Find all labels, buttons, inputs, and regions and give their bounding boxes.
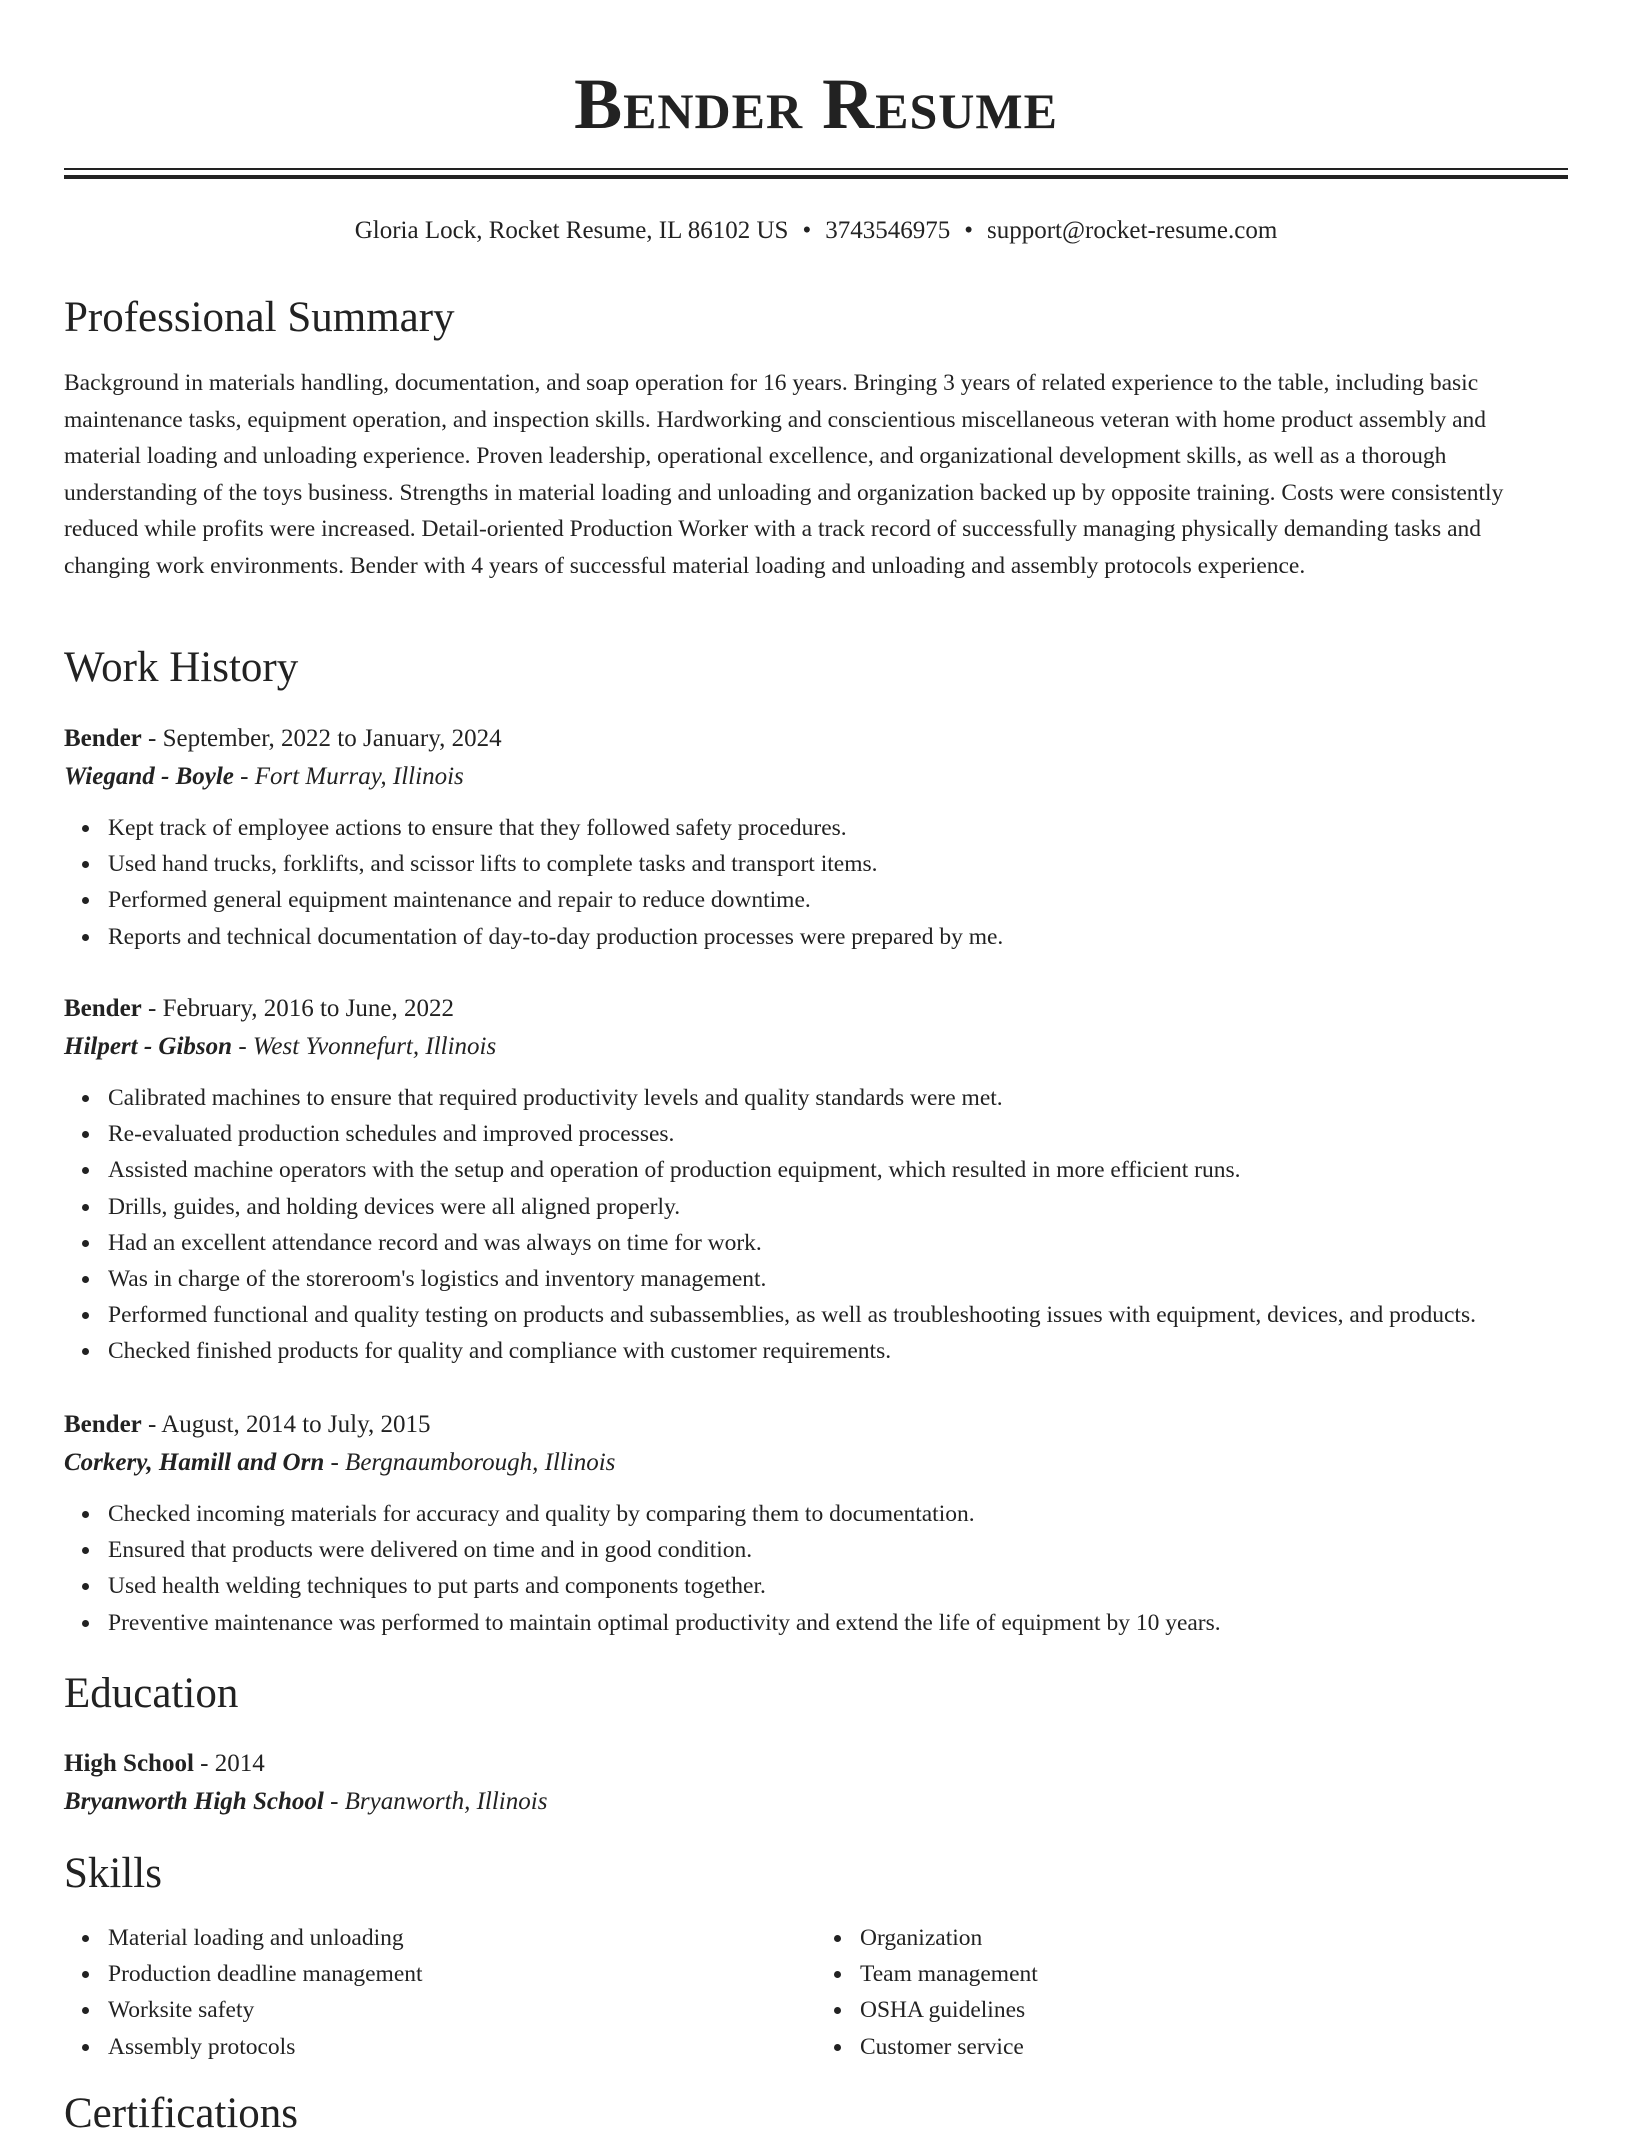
skill-item: Customer service [860, 2029, 1568, 2065]
skills-list-right [816, 1920, 1568, 2065]
contact-phone: 3743546975 [825, 217, 951, 244]
skill-item: Assembly protocols [108, 2029, 816, 2065]
job-company: Corkery, Hamill and Orn [64, 1449, 325, 1476]
list-item: Used hand trucks, forklifts, and scissor lifts to complete tasks and transport items. [108, 846, 1568, 882]
skill-item: OSHA guidelines [860, 1992, 1568, 2028]
education-degree: High School [64, 1750, 194, 1777]
list-item: Preventive maintenance was performed to maintain optimal productivity and extend the life of equipment by 10 years. [108, 1605, 1568, 1641]
skill-item: Worksite safety [108, 1992, 816, 2028]
education-degree-line: High School - 2014 [64, 1750, 265, 1777]
education-entry [64, 1745, 1568, 1821]
job-company: Wiegand - Boyle [64, 763, 234, 790]
education-school: Bryanworth High School [64, 1788, 324, 1815]
skills-heading: Skills [64, 1850, 162, 1897]
job-title-line: Bender - February, 2016 to June, 2022 [64, 995, 455, 1022]
list-item: Drills, guides, and holding devices were all aligned properly. [108, 1189, 1568, 1225]
job-entry [64, 720, 1568, 955]
list-item: Assisted machine operators with the setup and operation of production equipment, which resulted in more efficient runs. [108, 1152, 1568, 1188]
job-location: West Yvonnefurt, Illinois [252, 1033, 497, 1060]
job-company-line: Wiegand - Boyle - Fort Murray, Illinois [64, 763, 464, 790]
education-year: 2014 [214, 1750, 265, 1777]
title-divider-thick [64, 175, 1568, 179]
list-item: Performed general equipment maintenance and repair to reduce downtime. [108, 882, 1568, 918]
education-school-line: Bryanworth High School - Bryanworth, Illinois [64, 1788, 548, 1815]
job-dates: September, 2022 to January, 2024 [162, 725, 502, 752]
list-item: Was in charge of the storeroom's logistics and inventory management. [108, 1261, 1568, 1297]
contact-separator: • [964, 217, 973, 244]
job-title-line: Bender - September, 2022 to January, 2024 [64, 725, 502, 752]
education-heading: Education [64, 1670, 239, 1717]
job-dates: February, 2016 to June, 2022 [162, 995, 455, 1022]
contact-address: Gloria Lock, Rocket Resume, IL 86102 US [354, 217, 789, 244]
summary-text: Background in materials handling, documentation, and soap operation for 16 years. Bringing 3 years of related experience to the table, including basic maintenance tasks, equipment operation, and inspection skills. Hardworking and conscientious miscellaneous veteran with home product assembly and material loading and unloading experience. Proven leadership, operational excellence, and organizational development skills, as well as a thorough understanding of the toys business. Strengths in material loading and unloading and organization backed up by opposite training. Costs were consistently reduced while profits were increased. Detail-oriented Production Worker with a track record of successfully managing physically demanding tasks and changing work environments. Bender with 4 years of successful material loading and unloading and assembly protocols experience. [64, 370, 1504, 579]
contact-email: support@rocket-resume.com [986, 217, 1278, 244]
job-location: Bergnaumborough, Illinois [345, 1449, 616, 1476]
contact-line [64, 214, 1568, 248]
work-history-heading: Work History [64, 644, 299, 691]
skills-list-left [64, 1920, 816, 2065]
list-item: Calibrated machines to ensure that required productivity levels and quality standards were met. [108, 1080, 1568, 1116]
list-item: Performed functional and quality testing on products and subassemblies, as well as troubleshooting issues with equipment, devices, and products. [108, 1297, 1568, 1333]
contact-separator: • [802, 217, 812, 244]
list-item: Ensured that products were delivered on time and in good condition. [108, 1532, 1568, 1568]
list-item: Kept track of employee actions to ensure that they followed safety procedures. [108, 810, 1568, 846]
list-item: Had an excellent attendance record and was always on time for work. [108, 1225, 1568, 1261]
list-item: Reports and technical documentation of day-to-day production processes were prepared by me. [108, 919, 1568, 955]
list-item: Used health welding techniques to put parts and components together. [108, 1568, 1568, 1604]
job-title: Bender [64, 995, 142, 1022]
job-entry [64, 990, 1568, 1370]
job-dates: August, 2014 to July, 2015 [161, 1411, 431, 1438]
skill-item: Organization [860, 1920, 1568, 1956]
job-location: Fort Murray, Illinois [254, 763, 464, 790]
job-bullets [64, 810, 1568, 955]
education-location: Bryanworth, Illinois [344, 1788, 548, 1815]
job-bullets [64, 1080, 1568, 1370]
job-company-line: Hilpert - Gibson - West Yvonnefurt, Illinois [64, 1033, 497, 1060]
job-title: Bender [64, 1411, 142, 1438]
resume-page [64, 0, 1568, 2137]
job-company-line: Corkery, Hamill and Orn - Bergnaumborough, Illinois [64, 1449, 616, 1476]
summary-heading: Professional Summary [64, 294, 455, 341]
skills-columns [64, 1920, 1568, 2065]
resume-title: Bender Resume [574, 64, 1058, 144]
list-item: Re-evaluated production schedules and improved processes. [108, 1116, 1568, 1152]
skill-item: Team management [860, 1956, 1568, 1992]
job-entry [64, 1406, 1568, 1641]
job-title: Bender [64, 725, 142, 752]
certifications-heading: Certifications [64, 2090, 299, 2137]
skill-item: Material loading and unloading [108, 1920, 816, 1956]
list-item: Checked finished products for quality and compliance with customer requirements. [108, 1333, 1568, 1369]
job-title-line: Bender - August, 2014 to July, 2015 [64, 1411, 431, 1438]
job-bullets [64, 1496, 1568, 1641]
skill-item: Production deadline management [108, 1956, 816, 1992]
title-divider-thin [64, 168, 1568, 170]
list-item: Checked incoming materials for accuracy and quality by comparing them to documentation. [108, 1496, 1568, 1532]
job-company: Hilpert - Gibson [64, 1033, 233, 1060]
